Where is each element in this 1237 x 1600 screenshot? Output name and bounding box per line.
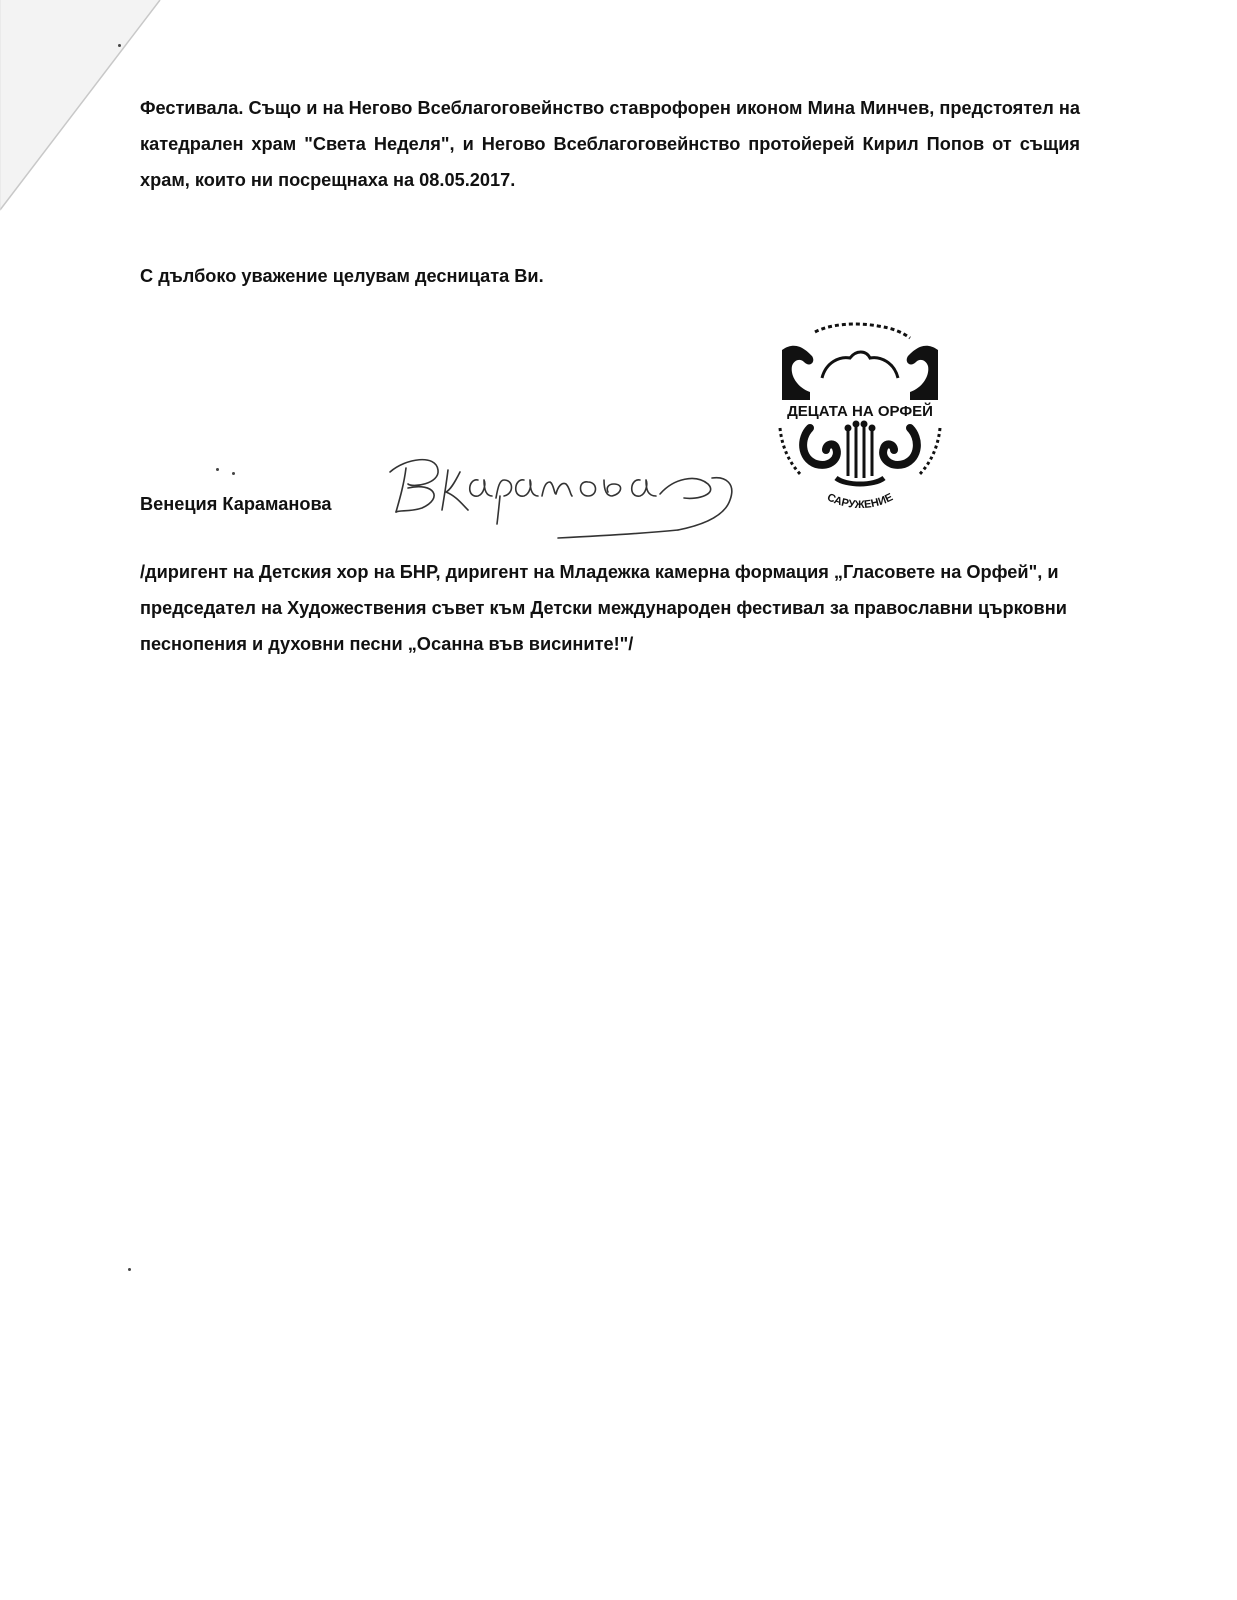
scan-speck [128, 1268, 131, 1271]
closing-line: С дълбоко уважение целувам десницата Ви. [140, 266, 544, 286]
svg-text:САРУЖЕНИЕ: САРУЖЕНИЕ [825, 491, 895, 508]
scan-speck [118, 44, 121, 47]
svg-text:ДЕЦАТА НА ОРФЕЙ: ДЕЦАТА НА ОРФЕЙ [787, 403, 933, 420]
letter-paragraph: Фестивала. Също и на Негово Всеблагоговейнство ставрофорен иконом Мина Минчев, предстоятел на катедрален храм "Света Неделя", и Негово Всеблагоговейнство протойерей Кирил Попов от същия храм, които ни посрещнаха на 08.05.2017. [140, 98, 1080, 190]
scan-speck [232, 472, 235, 475]
scan-speck [216, 468, 219, 471]
signer-title: /диригент на Детския хор на БНР, диригент на Младежка камерна формация „Гласовете на Орфей", и председател на Художествения съвет към Детски международен фестивал за православни църковни песнопения и духовни песни „Осанна във висините!"/ [140, 562, 1067, 654]
orpheus-children-emblem-icon [760, 318, 955, 508]
signer-name: Венеция Караманова [140, 494, 332, 514]
handwritten-signature-icon [378, 440, 778, 540]
